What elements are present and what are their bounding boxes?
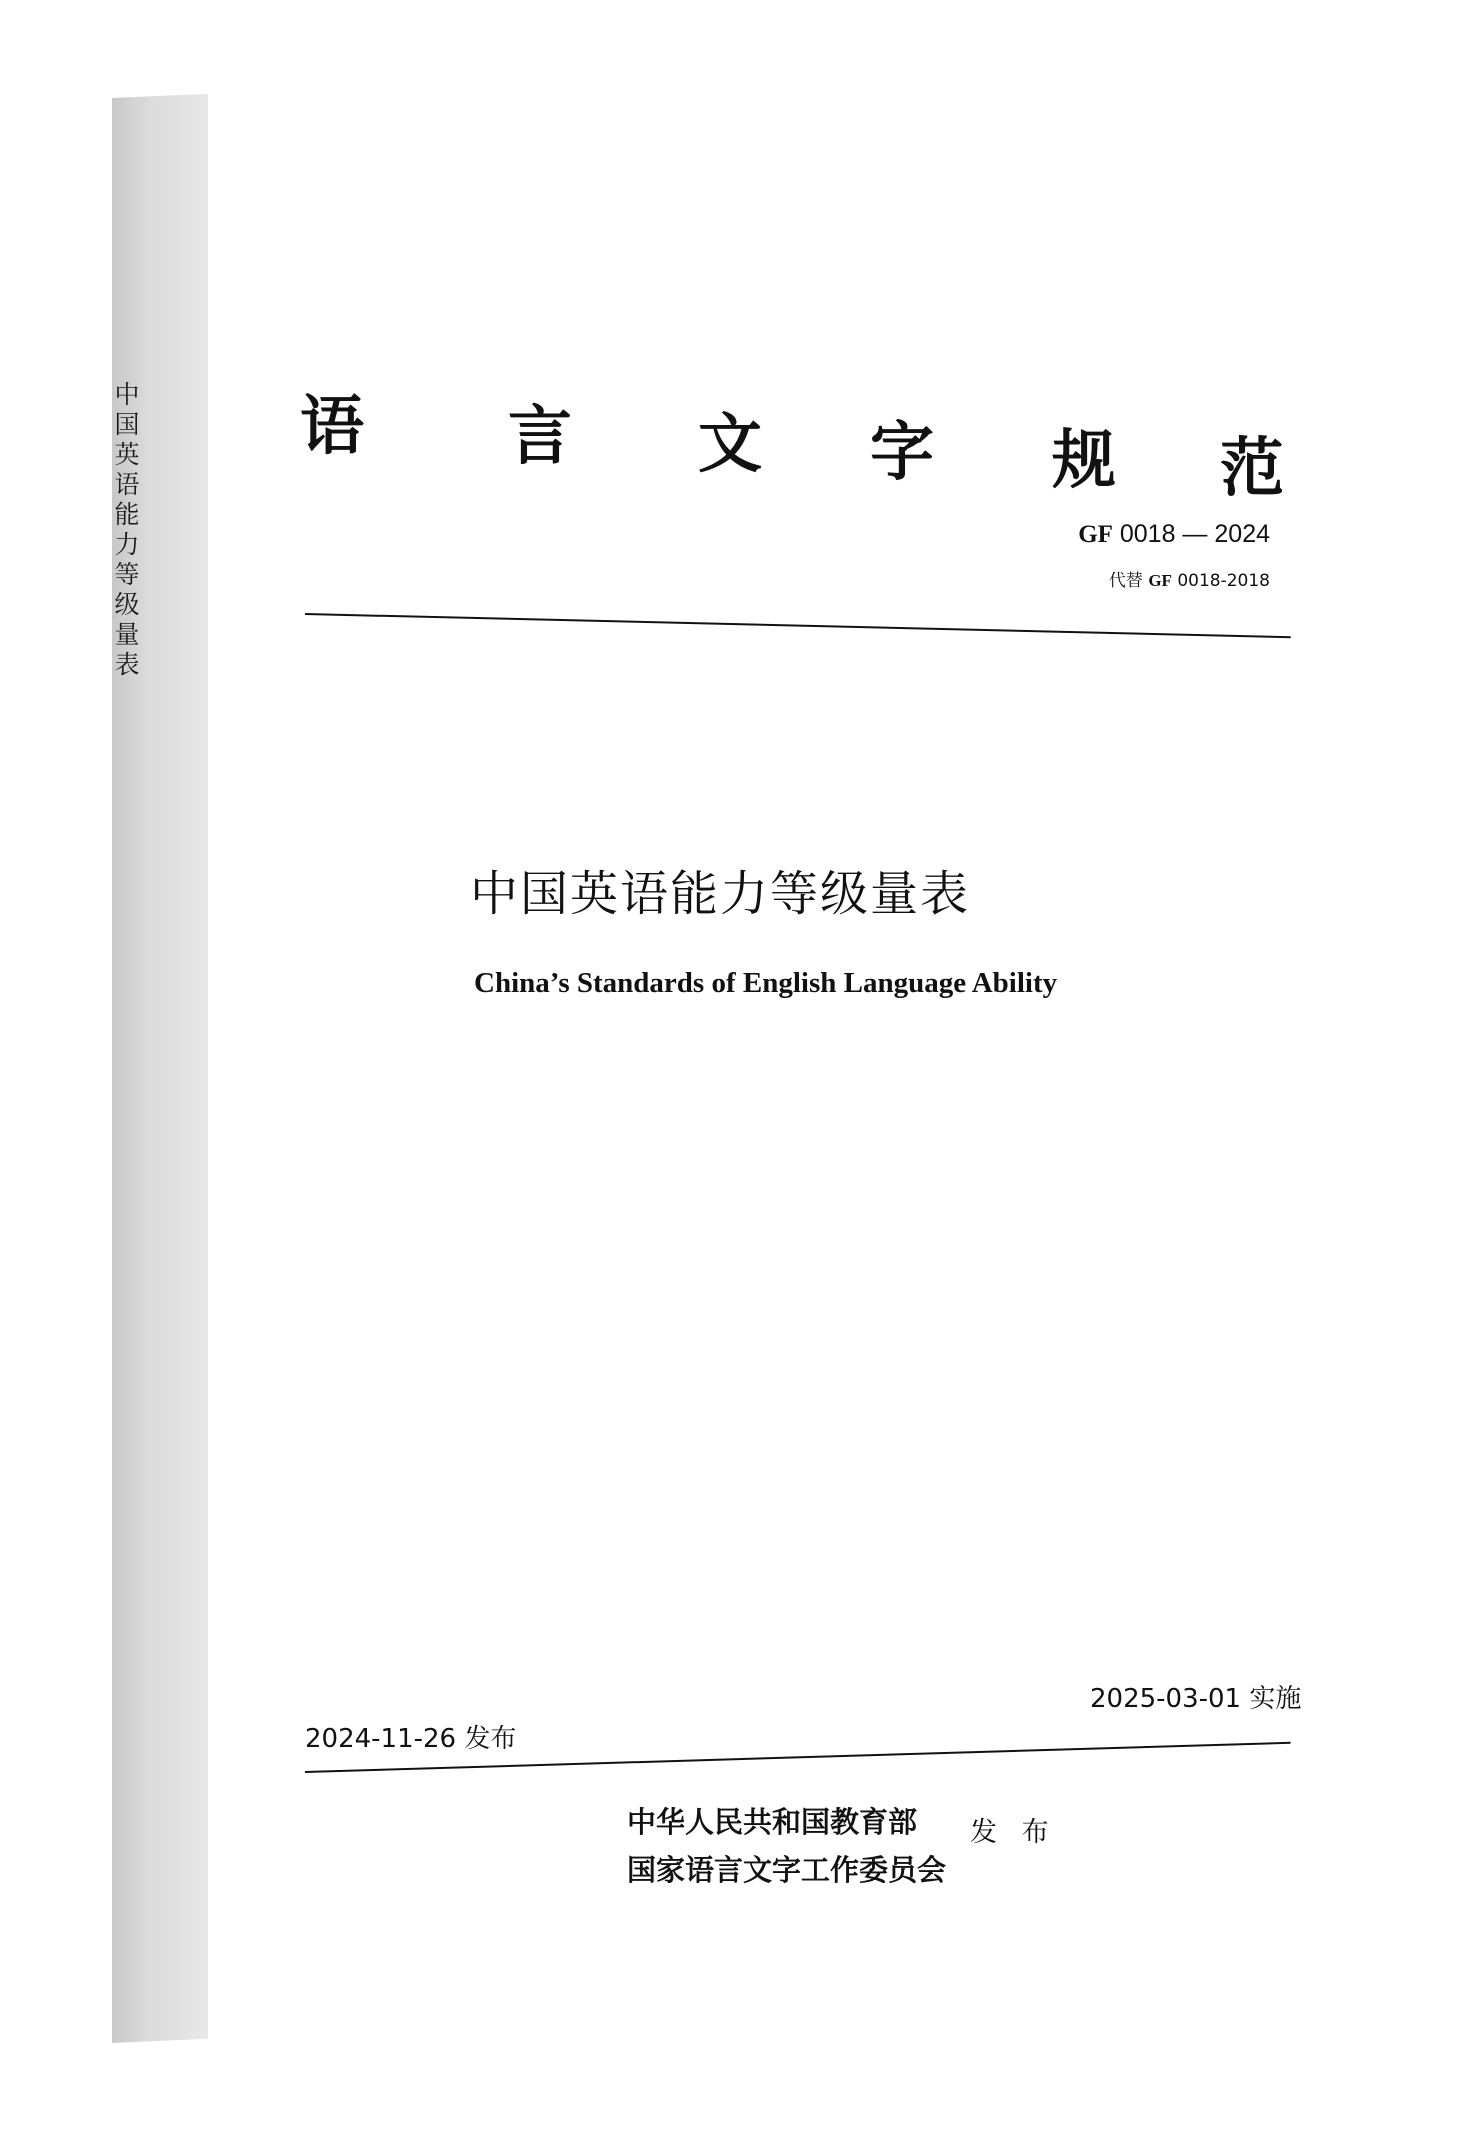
publish-label: 发 布 [970,1817,1057,1848]
publication-date: 2024-11-26 发布 [305,1724,517,1754]
series-title [300,365,1300,506]
standard-number: 0018 — 2024 [1119,520,1270,548]
spine-title: 中国英语能力等级量表 [114,380,140,679]
implementation-date: 2025-03-01 实施 [1090,1684,1302,1714]
series-char: 规 [1052,423,1116,498]
series-char: 字 [870,415,934,490]
series-char: 文 [698,407,762,482]
publisher-name: 国家语言文字工作委员会 [627,1853,947,1887]
replaces-label: 代替 [1108,571,1143,591]
series-char: 语 [300,389,364,464]
title-english: China’s Standards of English Language Ability [474,967,1058,999]
series-char: 范 [1220,431,1284,506]
replaces-code [1040,566,1270,591]
series-char: 言 [508,399,572,474]
standard-prefix: GF [1078,521,1113,548]
publishers [627,1798,957,1894]
title-chinese: 中国英语能力等级量表 [470,866,971,922]
standard-code [1040,520,1270,549]
replaces-prefix: GF [1148,571,1172,590]
replaces-number: 0018-2018 [1177,571,1270,591]
publisher-name: 中华人民共和国教育部 [627,1805,918,1839]
